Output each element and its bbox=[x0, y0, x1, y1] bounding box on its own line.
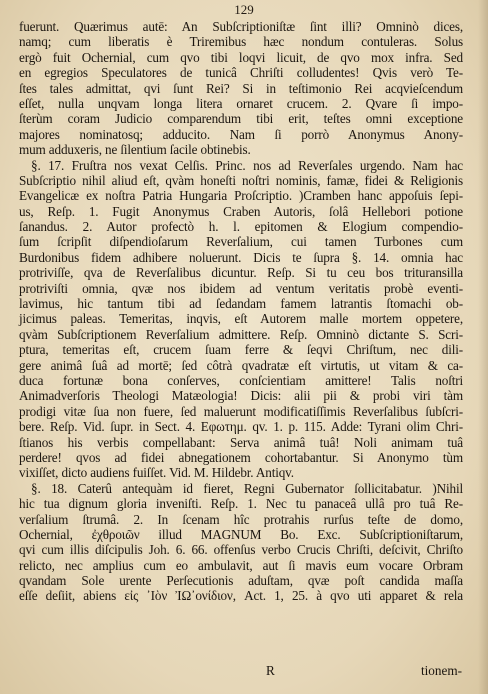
text-line: prodigi vitæ ſua non fuere, ſed maluerunt modificatiſſimis Reverſalibus ſubſcri- bbox=[19, 403, 463, 419]
signature-mark: R bbox=[266, 663, 275, 678]
section-heading-17: §. 17. Fruſtra nos vexat Celſis. Princ. nos ad Reverſales urgendo. Nam hac bbox=[31, 157, 463, 173]
text-line: lavimus, hic tantum tibi ad ſedandam famem latrantis ſtomachi ob- bbox=[19, 296, 463, 312]
text-line: eſſet, nulla unqvam longa litera ornaret crucem. 2. Qvare ſi impo- bbox=[19, 95, 463, 111]
text-line: eſſe deſiit, abiens εἰς ᾿Ιὸν ἸΩ᾿ονίδιον, Act. 1, 25. à qvo uti apparet & rela bbox=[19, 588, 463, 604]
body-text bbox=[19, 19, 463, 604]
text-line: en egregios Speculatores de tunicâ Chriſti colludentes! Qvis verò Te- bbox=[19, 65, 463, 81]
text-line: protriviſti omnia, qvæ nos ibidem ad ventum veritatis probè eventi- bbox=[19, 280, 463, 296]
text-line: qvandam Sole urente Perſecutionis aduſtam, qvæ poſt candida maſſa bbox=[19, 573, 463, 589]
text-line: namq; cum liberatis è Triremibus hæc nondum contuleras. Solus bbox=[19, 34, 463, 50]
page-number: 129 bbox=[234, 2, 254, 17]
text-line: Ochernial, ἐχθροιῶν illud MAGNUM Bo. Exc. Subſcriptioniſtarum, bbox=[19, 526, 463, 542]
text-line: qvàm Subſcriptionem Reverſalium admittere. Reſp. Omninò dictante S. Scri- bbox=[19, 326, 463, 342]
text-line: ergò fuit Ochernial, cum qvo tibi loqvi licuit, de qvo mox infra. Sed bbox=[19, 49, 463, 65]
text-line: ptura, temeritas eſt, crucem ſuam ferre & ſeqvi Chriſtum, nec dili- bbox=[19, 342, 463, 358]
text-line: gere animâ ſuâ ad mortē; ſed côtrà qvadratæ eſt virtutis, ut vitam & ca- bbox=[19, 357, 463, 373]
text-line: mum adduxeris, ne ſilentium ſacile obtinebis. bbox=[19, 142, 251, 158]
text-line: ſtianos his verbis compellabant: Serva animâ tuâ! Noli animam tuâ bbox=[19, 434, 463, 450]
text-line: jicimus paleas. Temeritas, inqvis, eſt Autorem malle mortem oppetere, bbox=[19, 311, 463, 327]
text-line: Animadverſoris Theologi Matæologia! Dicis: alii pii & probi viri tàm bbox=[19, 388, 463, 404]
text-line: fuerunt. Quærimus autē: An Subſcriptioniſtæ ſint illi? Omninò dices, bbox=[19, 19, 463, 34]
section-heading-18: §. 18. Caterû antequàm id fieret, Regni Gubernator ſollicitabatur. )Nihil bbox=[31, 480, 463, 496]
text-line: vixiſſet, dicto audiens fuiſſet. Vid. M. Hildebr. Antiqv. bbox=[19, 465, 294, 481]
text-line: relicto, nec amplius cum eo ambulavit, aut ſi mavis eum vocare Orbram bbox=[19, 557, 463, 573]
text-line: perdere! qvos ad fidei abnegationem cohortabantur. Si Anonymo tùm bbox=[19, 449, 463, 465]
text-line: bere. Reſp. Vid. ſupr. in Sect. 4. Εφωτημ. qv. 1. p. 115. Adde: Tyrani olim Chri- bbox=[19, 419, 463, 435]
text-line: hic tua dignum gloria inveniſti. Reſp. 1. Nec tu panaceâ ullâ pro tuâ Re- bbox=[19, 496, 463, 512]
text-line: qvi cum illis diſcipulis Joh. 6. 66. offenſus verbo Crucis Chriſti, deſcivit, Chriſto bbox=[19, 542, 463, 558]
text-line: ſterùm coram Judicio comparendum tibi erit, teſtes omni exceptione bbox=[19, 111, 463, 127]
text-line: Evangelicæ ex noſtra Patria Hungaria Proſcriptio. )Cramben hanc appoſuis ſepi- bbox=[19, 188, 463, 204]
text-line: protriviſſe, qva de Reverſalibus dicuntur. Reſp. Si tu ceu bos trituransilla bbox=[19, 265, 463, 281]
text-line: majores nominatosq; adducito. Nam ſi porrò Anonymus Anony- bbox=[19, 126, 463, 142]
text-line: Subſcriptio nihil aliud eſt, qvàm honeſti noſtri nominis, famæ, fidei & Religionis bbox=[19, 172, 463, 188]
catchword: tionem- bbox=[420, 663, 462, 678]
text-line: us, Reſp. 1. Fugit Anonymus Craben Autoris, ſolâ Hellebori potione bbox=[19, 203, 463, 219]
page-edge-shadow bbox=[478, 0, 488, 694]
text-line: duca fortunæ bona conſerves, conſcientiam amittere! Talis noſtri bbox=[19, 372, 463, 388]
text-line: Burdonibus fidem adhibere noluerunt. Dicis te ſupra §. 14. omnia hac bbox=[19, 249, 463, 265]
text-line: verſalium ſtrumâ. 2. In ſcenam hîc protrahis rurſus teſte de domo, bbox=[19, 511, 463, 527]
text-line: ſanandus. 2. Autor profectò h. l. epitomen & Elogium compendio- bbox=[19, 219, 463, 235]
text-line: ſum ſcripſit diſpendioſarum Reverſalium, cui tamen Turbones cum bbox=[19, 234, 463, 250]
text-line: ſtes tales admittat, qvi ſunt Rei? Si in teſtimonio Rei acqvieſcendum bbox=[19, 80, 463, 96]
